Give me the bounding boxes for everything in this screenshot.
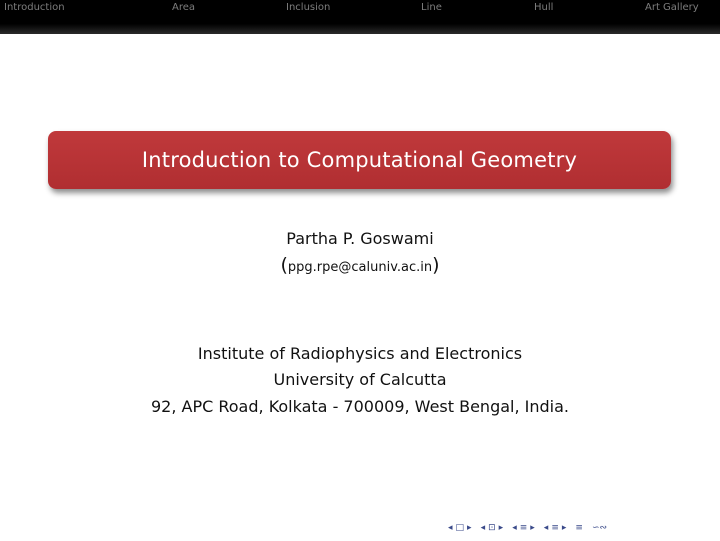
nav-item-area[interactable]: Area [172, 2, 196, 13]
close-paren: ) [432, 254, 440, 276]
nav-left-arrow-icon[interactable]: ◂ [480, 523, 486, 533]
author-name: Partha P. Goswami [286, 229, 434, 248]
title-box [48, 131, 671, 189]
nav-left-arrow-icon[interactable]: ◂ [448, 523, 453, 533]
institute-line-2: University of Calcutta [273, 370, 447, 389]
author-email: ppg.rpe@caluniv.ac.in [287, 260, 433, 275]
nav-item-inclusion[interactable]: Inclusion [286, 2, 331, 13]
nav-item-line[interactable]: Line [421, 2, 442, 13]
nav-item-hull[interactable]: Hull [534, 2, 554, 13]
institute-line-3: 92, APC Road, Kolkata - 700009, West Bengal, India. [150, 397, 569, 416]
nav-right-arrow-icon[interactable]: ▸ [467, 523, 472, 533]
nav-right-arrow-icon[interactable]: ▸ [561, 523, 567, 533]
slide-title: Introduction to Computational Geometry [141, 148, 578, 172]
nav-item-art-gallery[interactable]: Art Gallery [645, 2, 699, 13]
institute-line-1: Institute of Radiophysics and Electronics [197, 344, 523, 363]
beamer-navigation-controls [448, 521, 610, 535]
nav-right-arrow-icon[interactable]: ▸ [498, 523, 504, 533]
open-paren: ( [280, 254, 288, 276]
author-email-line [0, 254, 720, 276]
nav-left-arrow-icon[interactable]: ◂ [543, 523, 549, 533]
subsection-icon[interactable]: ⊡ [488, 523, 496, 533]
document-icon[interactable]: ≡ [551, 523, 559, 533]
section-icon[interactable]: ≡ [519, 523, 528, 533]
nav-right-arrow-icon[interactable]: ▸ [530, 523, 535, 533]
frame-icon[interactable]: □ [455, 523, 465, 533]
navigation-bar [0, 0, 720, 34]
nav-left-arrow-icon[interactable]: ◂ [512, 523, 517, 533]
nav-item-introduction[interactable]: Introduction [4, 2, 65, 13]
search-icon[interactable]: ∽∾ [591, 523, 608, 533]
appendix-icon[interactable]: ≡ [575, 523, 583, 533]
